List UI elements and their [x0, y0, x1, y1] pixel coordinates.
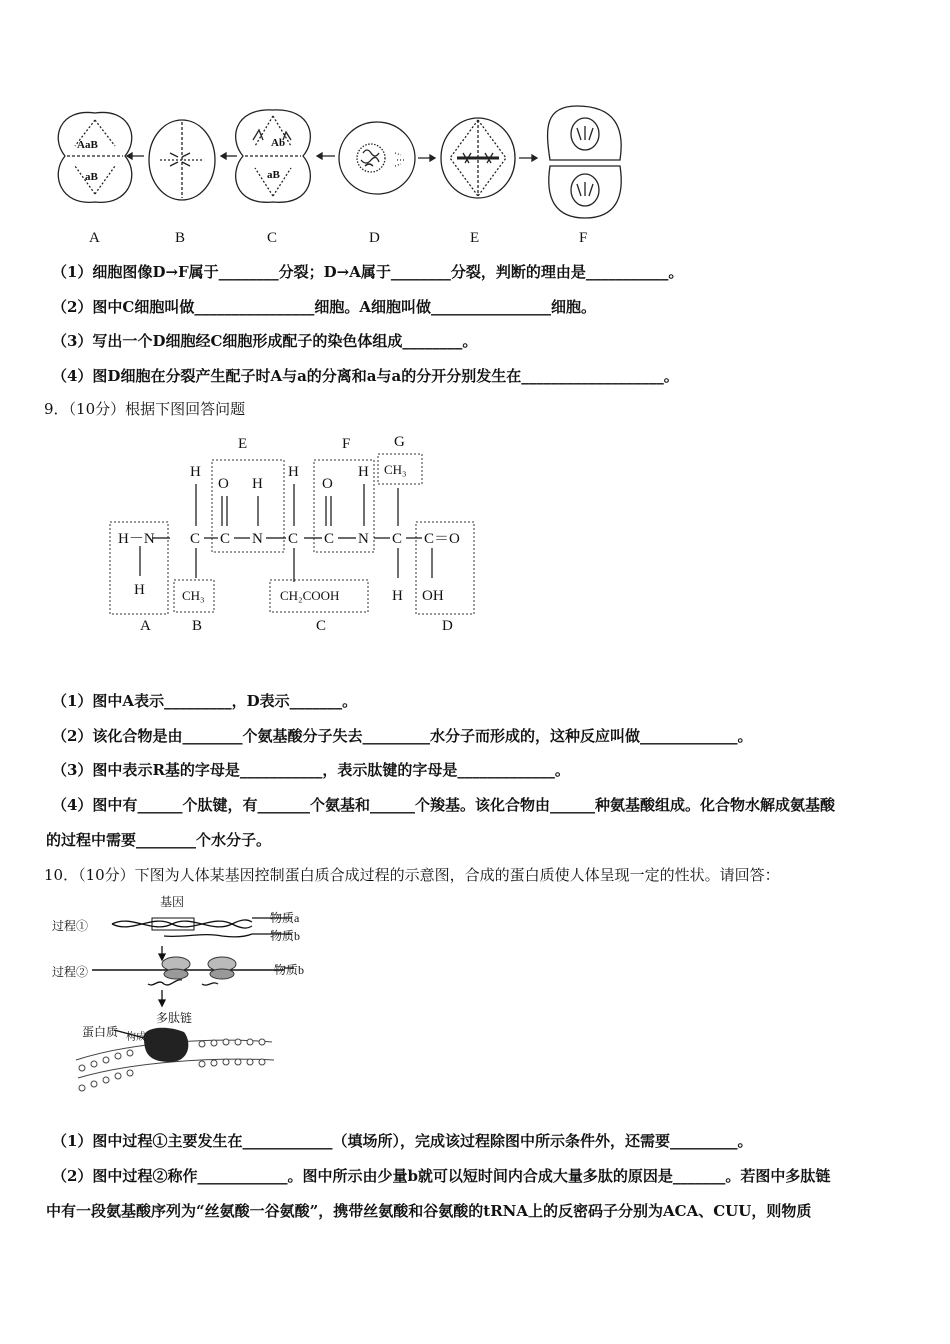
- label-material-b2: 物质b: [274, 963, 305, 977]
- atom-h: H: [288, 464, 299, 480]
- label-c: C: [316, 618, 327, 634]
- atom-c: C: [324, 531, 335, 547]
- cell-label-b: B: [175, 230, 186, 246]
- label-f: F: [342, 436, 351, 452]
- atom-n: N: [252, 531, 263, 547]
- cell-c-top-genes: Ab: [271, 137, 286, 149]
- label-gene: 基因: [160, 895, 185, 909]
- cell-label-c: C: [267, 230, 278, 246]
- q8-line-4: （4）图D细胞在分裂产生配子时A与a的分离和a与a的分开分别发生在___________________。: [52, 367, 679, 385]
- atom-ch3: CH₃: [182, 588, 205, 603]
- label-constitute: 构成: [126, 1032, 146, 1043]
- cell-label-d: D: [369, 230, 380, 246]
- label-g: G: [394, 434, 405, 450]
- atom-h-n: H－N: [118, 531, 155, 547]
- label-process-1: 过程①: [52, 919, 89, 933]
- cell-label-a: A: [89, 230, 100, 246]
- atom-ch2cooh: CH₂COOH: [280, 588, 340, 603]
- atom-c: C: [220, 531, 231, 547]
- q10-header: 10．（10分）下图为人体某基因控制蛋白质合成过程的示意图，合成的蛋白质使人体呈现一定的性状。请回答：: [44, 866, 780, 884]
- atom-c: C: [190, 531, 201, 547]
- atom-c: C: [288, 531, 299, 547]
- label-polypeptide: 多肽链: [156, 1011, 193, 1025]
- q10-line-1: （1）图中过程①主要发生在____________（填场所），完成该过程除图中所示条件外，还需要_________。: [52, 1132, 753, 1150]
- protein-blob: [144, 1028, 189, 1062]
- q10-line-2: （2）图中过程②称作____________。图中所示由少量b就可以短时间内合成大量多肽的原因是_______。若图中多肽链: [52, 1167, 831, 1185]
- cell-f: [548, 106, 622, 218]
- atom-c-dbl-o: C＝O: [424, 531, 460, 547]
- label-e: E: [238, 436, 248, 452]
- cell-division-figure: [45, 98, 635, 250]
- atom-h: H: [252, 476, 263, 492]
- cell-e: [441, 118, 515, 198]
- atom-oh: OH: [422, 588, 444, 604]
- q9-line-2: （2）该化合物是由________个氨基酸分子失去_________水分子而形成的，这种反应叫做_____________。: [52, 727, 753, 745]
- label-protein: 蛋白质: [82, 1025, 119, 1039]
- cell-a-top-genes: AaB: [77, 139, 98, 151]
- label-material-a: 物质a: [270, 911, 300, 925]
- ribosome-1: [162, 957, 190, 979]
- cell-b: [149, 120, 215, 200]
- q8-line-3: （3）写出一个D细胞经C细胞形成配子的染色体组成________。: [52, 332, 478, 350]
- label-d: D: [442, 618, 453, 634]
- q9-line-4a: （4）图中有______个肽键，有_______个氨基和______个羧基。该化合物由______种氨基酸组成。化合物水解成氨基酸: [52, 796, 835, 814]
- gene-expression-figure: [52, 892, 322, 1096]
- ribosome-2: [208, 957, 236, 979]
- cell-d: [339, 122, 415, 194]
- q9-header: 9．（10分）根据下图回答问题: [44, 400, 246, 418]
- q8-line-1: （1）细胞图像D→F属于________分裂；D→A属于________分裂，判断的理由是___________。: [52, 263, 684, 281]
- peptide-structure-figure: [100, 428, 490, 638]
- atom-o: O: [322, 476, 333, 492]
- atom-h: H: [392, 588, 403, 604]
- atom-h: H: [190, 464, 201, 480]
- cell-a: [58, 112, 132, 202]
- cell-a-bottom-genes: aB: [85, 171, 98, 183]
- label-process-2: 过程②: [52, 965, 89, 979]
- q10-line-3: 中有一段氨基酸序列为“丝氨酸一谷氨酸”，携带丝氨酸和谷氨酸的tRNA上的反密码子分别为ACA、CUU，则物质: [46, 1202, 812, 1220]
- cell-c: [236, 110, 311, 202]
- cell-c-bottom-genes: aB: [267, 169, 280, 181]
- q9-line-4b: 的过程中需要________个水分子。: [46, 831, 272, 849]
- q9-line-3: （3）图中表示R基的字母是___________，表示肽键的字母是_____________。: [52, 761, 570, 779]
- cell-label-e: E: [470, 230, 480, 246]
- label-b: B: [192, 618, 203, 634]
- atom-c: C: [392, 531, 403, 547]
- q8-line-2: （2）图中C细胞叫做________________细胞。A细胞叫做________________细胞。: [52, 298, 597, 316]
- atom-n: N: [358, 531, 369, 547]
- atom-h: H: [358, 464, 369, 480]
- atom-h: H: [134, 582, 145, 598]
- atom-o: O: [218, 476, 229, 492]
- label-a: A: [140, 618, 151, 634]
- q9-line-1: （1）图中A表示_________，D表示_______。: [52, 692, 358, 710]
- atom-ch3-g: CH₃: [384, 462, 407, 477]
- label-material-b1: 物质b: [270, 929, 301, 943]
- cell-label-f: F: [579, 230, 588, 246]
